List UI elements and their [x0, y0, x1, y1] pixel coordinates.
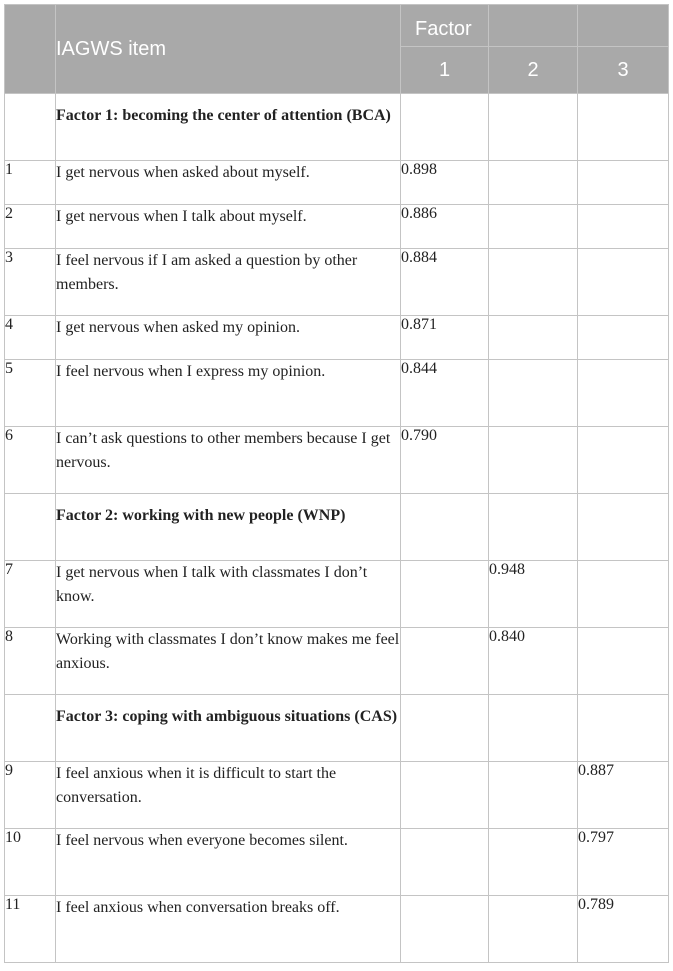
- loading-factor-2: [489, 161, 578, 205]
- table-row: [5, 561, 669, 628]
- item-text: I feel anxious when conversation breaks off.: [56, 896, 401, 963]
- loading-factor-3: [578, 205, 669, 249]
- table-body: [5, 94, 669, 963]
- item-text: I get nervous when I talk about myself.: [56, 205, 401, 249]
- loading-factor-1: [401, 561, 489, 628]
- table-row: [5, 360, 669, 427]
- section-title: Factor 1: becoming the center of attention (BCA): [56, 94, 401, 161]
- item-number: 2: [5, 205, 56, 249]
- item-text: I get nervous when asked my opinion.: [56, 316, 401, 360]
- loading-factor-2: [489, 316, 578, 360]
- section-row-cas: [5, 695, 669, 762]
- item-number: 3: [5, 249, 56, 316]
- loading-factor-3: [578, 561, 669, 628]
- loading-factor-1: [401, 762, 489, 829]
- item-text: I get nervous when asked about myself.: [56, 161, 401, 205]
- empty-cell: [489, 695, 578, 762]
- item-text: I feel nervous when I express my opinion.: [56, 360, 401, 427]
- table-row: [5, 762, 669, 829]
- empty-cell: [489, 94, 578, 161]
- loading-factor-1: 0.898: [401, 161, 489, 205]
- item-number: 4: [5, 316, 56, 360]
- loading-factor-2: 0.840: [489, 628, 578, 695]
- empty-cell: [578, 94, 669, 161]
- empty-cell: [401, 494, 489, 561]
- loading-factor-3: 0.789: [578, 896, 669, 963]
- loading-factor-2: [489, 896, 578, 963]
- loading-factor-1: 0.790: [401, 427, 489, 494]
- section-title: Factor 3: coping with ambiguous situations (CAS): [56, 695, 401, 762]
- loading-factor-2: [489, 829, 578, 896]
- loading-factor-1: [401, 829, 489, 896]
- loading-factor-2: 0.948: [489, 561, 578, 628]
- table-row: [5, 316, 669, 360]
- item-text: I get nervous when I talk with classmates I don’t know.: [56, 561, 401, 628]
- header-factor-label: Factor: [415, 18, 472, 40]
- loading-factor-2: [489, 762, 578, 829]
- table-header: [5, 5, 669, 94]
- loading-factor-1: [401, 628, 489, 695]
- empty-cell: [489, 494, 578, 561]
- header-factor-spacer: [578, 5, 669, 47]
- item-number: 6: [5, 427, 56, 494]
- loading-factor-1: 0.844: [401, 360, 489, 427]
- empty-cell: [578, 695, 669, 762]
- section-row-bca: [5, 94, 669, 161]
- table-row: [5, 205, 669, 249]
- item-text: I feel nervous if I am asked a question by other members.: [56, 249, 401, 316]
- item-text: I feel nervous when everyone becomes silent.: [56, 829, 401, 896]
- table-row: [5, 628, 669, 695]
- loading-factor-3: [578, 161, 669, 205]
- header-number-column: [5, 5, 56, 94]
- empty-cell: [578, 494, 669, 561]
- loading-factor-1: [401, 896, 489, 963]
- section-row-wnp: [5, 494, 669, 561]
- item-number: 1: [5, 161, 56, 205]
- loading-factor-1: 0.886: [401, 205, 489, 249]
- loading-factor-3: 0.887: [578, 762, 669, 829]
- section-number-cell: [5, 695, 56, 762]
- item-number: 9: [5, 762, 56, 829]
- loading-factor-3: [578, 316, 669, 360]
- loading-factor-3: [578, 360, 669, 427]
- factor-loading-table: [4, 4, 669, 963]
- item-text: Working with classmates I don’t know makes me feel anxious.: [56, 628, 401, 695]
- item-number: 7: [5, 561, 56, 628]
- section-number-cell: [5, 94, 56, 161]
- section-title: Factor 2: working with new people (WNP): [56, 494, 401, 561]
- loading-factor-1: 0.871: [401, 316, 489, 360]
- header-factor-1: 1: [401, 47, 489, 94]
- header-factor-2: 2: [489, 47, 578, 94]
- item-text: I feel anxious when it is difficult to start the conversation.: [56, 762, 401, 829]
- item-text: I can’t ask questions to other members because I get nervous.: [56, 427, 401, 494]
- header-item: IAGWS item: [56, 5, 401, 94]
- header-factor: [401, 5, 489, 47]
- loading-factor-3: [578, 249, 669, 316]
- header-factor-spacer: [489, 5, 578, 47]
- empty-cell: [401, 695, 489, 762]
- loading-factor-2: [489, 249, 578, 316]
- loading-factor-2: [489, 360, 578, 427]
- table-row: [5, 427, 669, 494]
- item-number: 10: [5, 829, 56, 896]
- header-factor-3: 3: [578, 47, 669, 94]
- empty-cell: [401, 94, 489, 161]
- table-row: [5, 249, 669, 316]
- loading-factor-2: [489, 205, 578, 249]
- loading-factor-3: [578, 628, 669, 695]
- loading-factor-3: 0.797: [578, 829, 669, 896]
- loading-factor-3: [578, 427, 669, 494]
- item-number: 5: [5, 360, 56, 427]
- loading-factor-2: [489, 427, 578, 494]
- table-row: [5, 161, 669, 205]
- item-number: 11: [5, 896, 56, 963]
- table-row: [5, 896, 669, 963]
- section-number-cell: [5, 494, 56, 561]
- table-row: [5, 829, 669, 896]
- item-number: 8: [5, 628, 56, 695]
- loading-factor-1: 0.884: [401, 249, 489, 316]
